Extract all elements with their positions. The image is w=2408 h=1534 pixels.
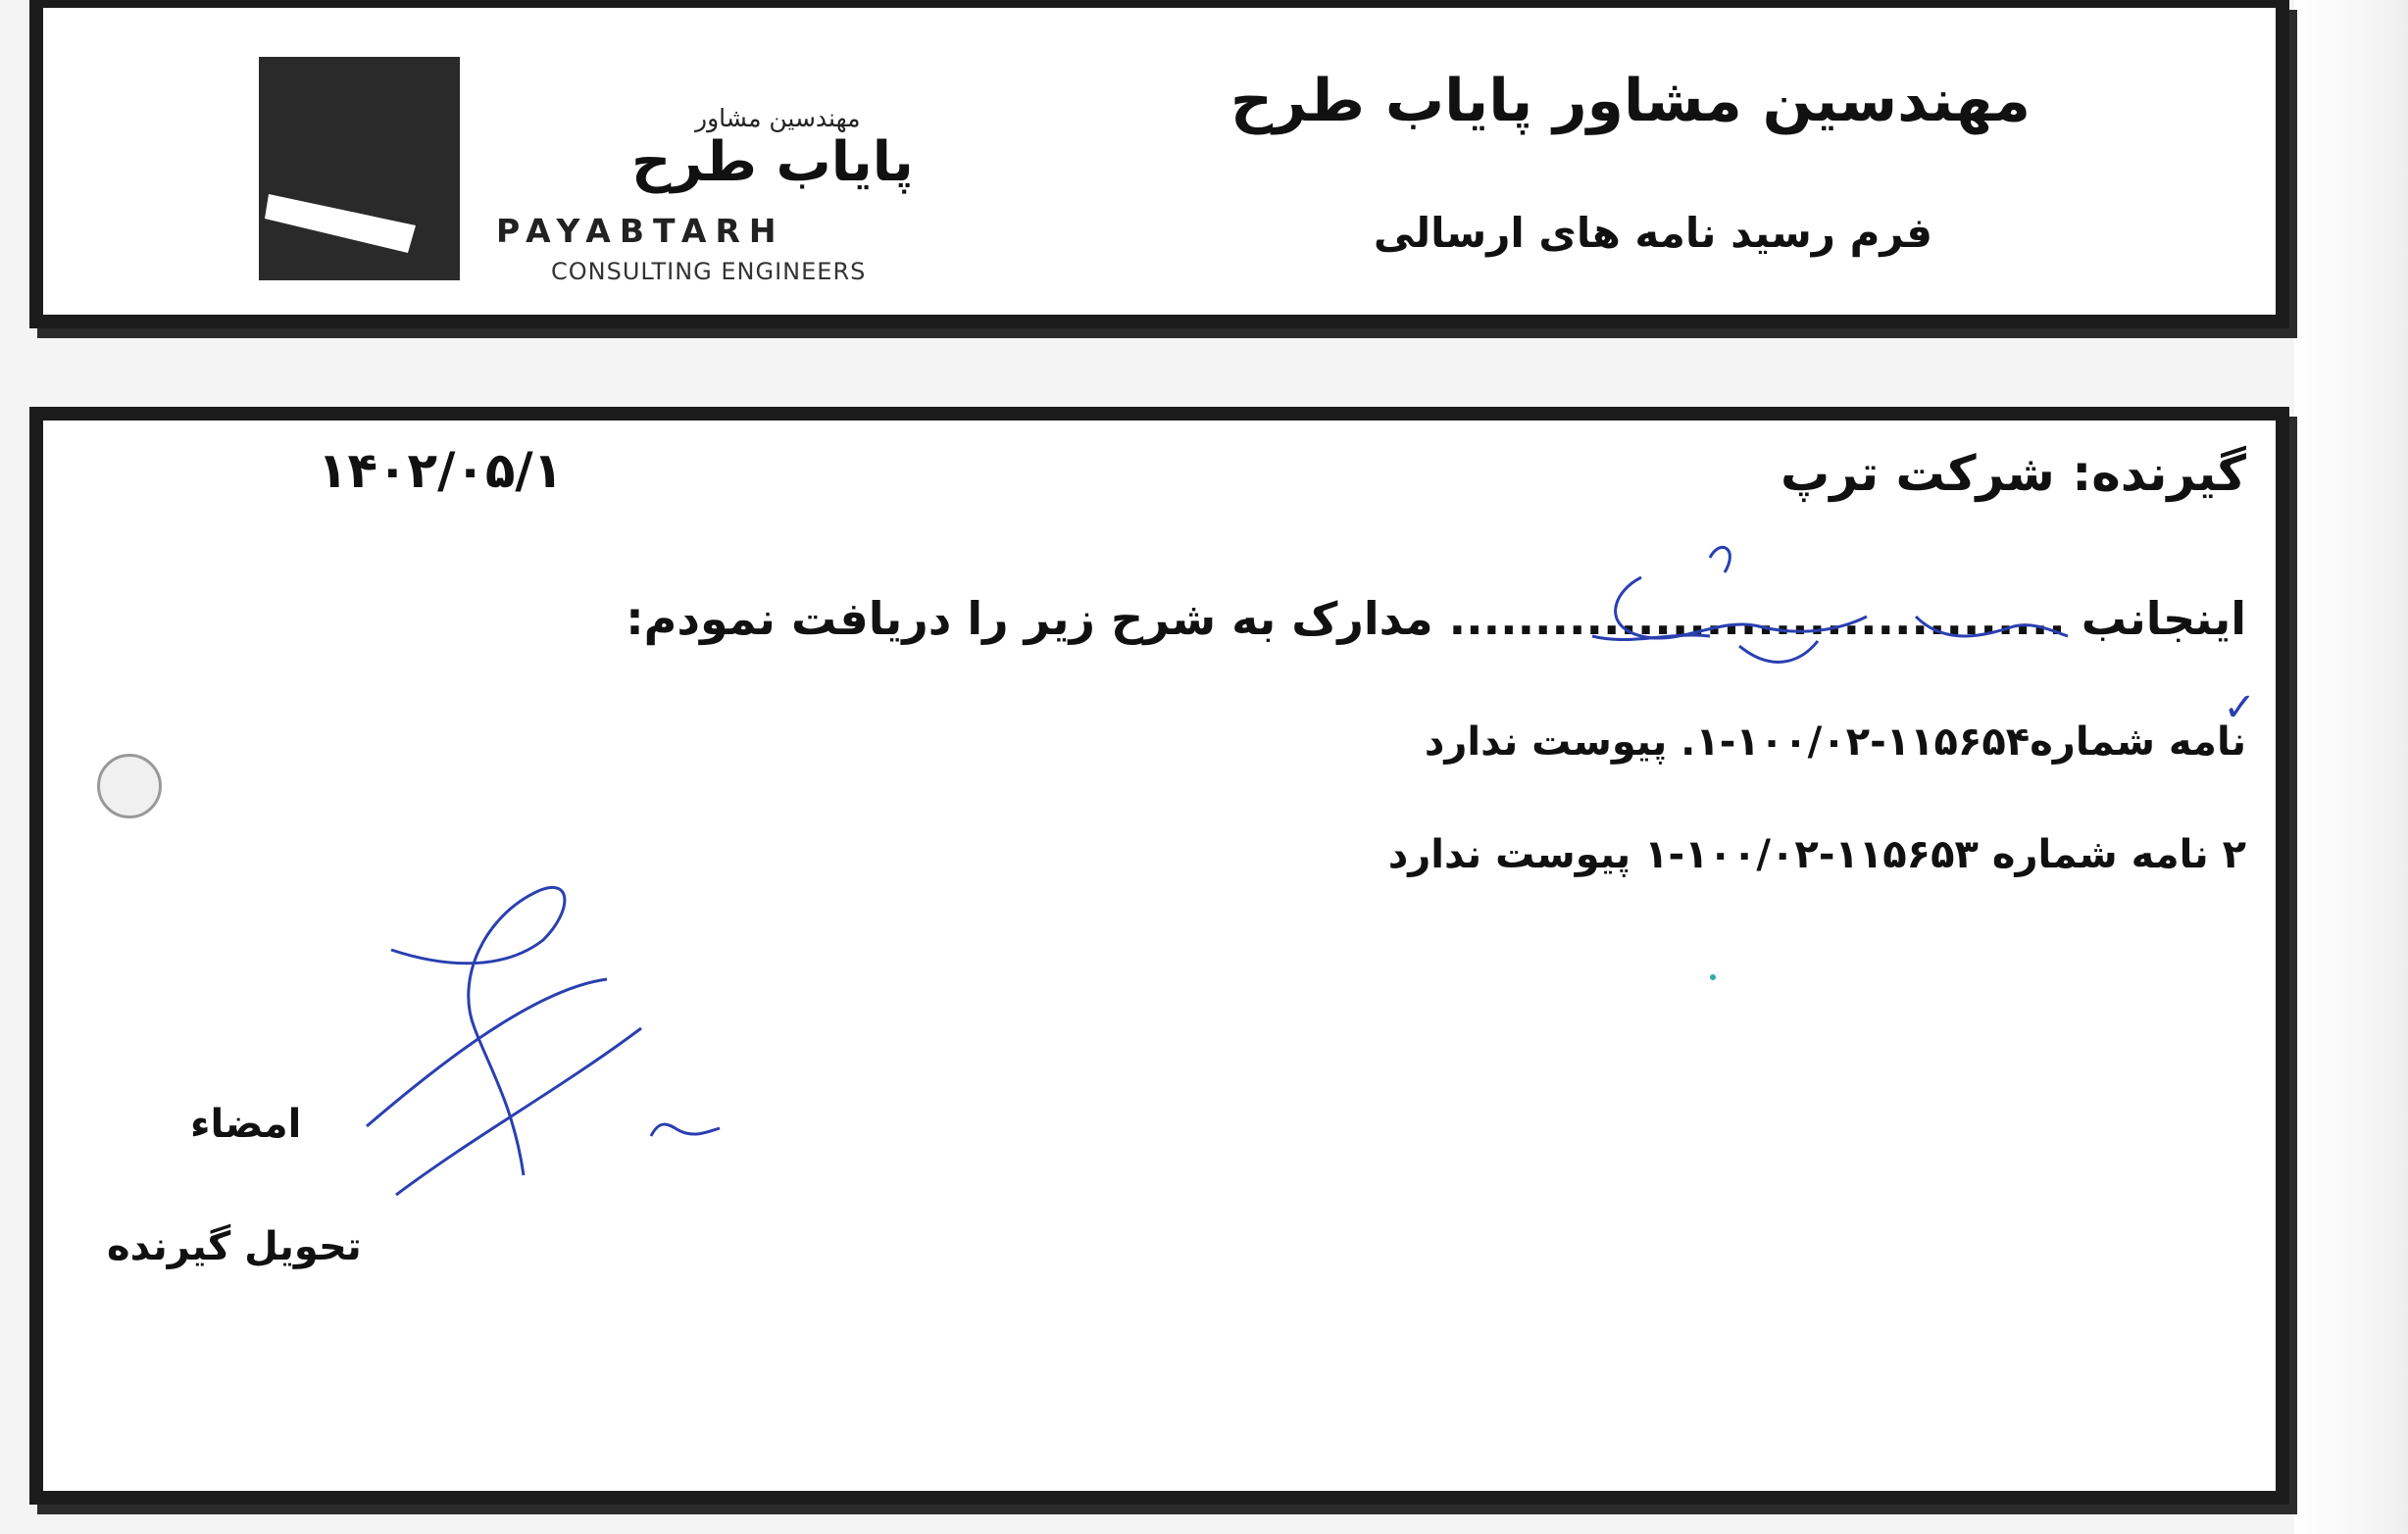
logo-english-subtitle: CONSULTING ENGINEERS <box>551 258 867 285</box>
signature-label: امضاء <box>190 1102 302 1147</box>
receipt-body <box>29 407 2289 1505</box>
scan-edge <box>2294 0 2408 1534</box>
list-item: ۲ نامه شماره ۱۱۵۶۵۳-۱۰۰/۰۲-۱ پیوست ندارد <box>1387 832 2246 877</box>
receiver-label: تحویل گیرنده <box>107 1224 362 1269</box>
form-title: فرم رسید نامه های ارسالی <box>1373 209 1932 257</box>
date: ۱۴۰۲/۰۵/۱ <box>318 442 564 499</box>
company-logo-icon <box>259 57 460 280</box>
company-title: مهندسین مشاور پایاب طرح <box>1229 67 2031 135</box>
ink-speck <box>1710 974 1716 980</box>
recipient-line: گیرنده: شرکت ترپ <box>1781 445 2246 502</box>
logo-persian-name: پایاب طرح <box>631 130 914 194</box>
handwritten-name <box>1573 538 2082 675</box>
logo-persian-subtitle: مهندسین مشاور <box>695 104 861 132</box>
check-mark-icon: ✓ <box>2223 685 2256 730</box>
list-item: نامه شماره۱۱۵۶۵۴-۱۰۰/۰۲-۱. پیوست ندارد <box>1424 719 2246 765</box>
signature <box>327 881 739 1234</box>
logo-english-name: PAYABTARH <box>496 212 785 250</box>
punch-hole <box>97 754 162 818</box>
receipt-statement: اینجانب .................................... مدارک به شرح زیر را دریافت نمودم: <box>626 592 2246 645</box>
header-box <box>29 0 2289 328</box>
